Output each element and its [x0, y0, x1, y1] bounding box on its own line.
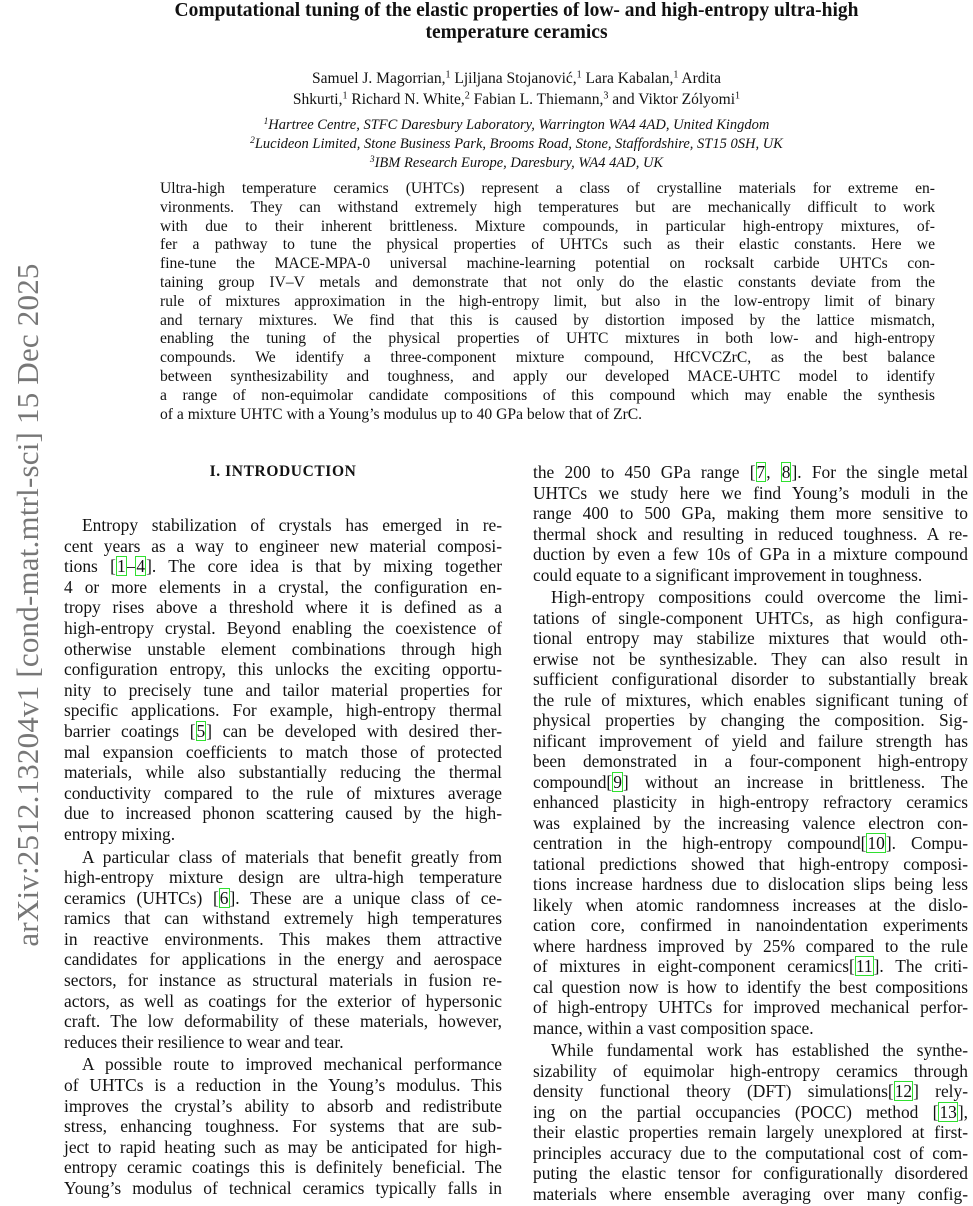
text-line: ject to rapid heating such as may be anticipated for high-: [64, 1136, 502, 1157]
text-line: their elastic properties remain largely unexplored at first-: [533, 1122, 968, 1142]
text-line: stress, enhancing toughness. For systems that are sub-: [64, 1116, 502, 1137]
text-line: fine-tune the MACE-MPA-0 universal machine-learning potential on rocksalt carbide UHTCs con-: [160, 255, 935, 273]
affiliation-marker: 1: [576, 69, 582, 81]
affiliation-marker: 1: [673, 69, 679, 81]
text-line: range 400 to 500 GPa, making them more sensitive to: [533, 503, 968, 523]
text-line: Young’s modulus of technical ceramics typically falls in: [64, 1178, 502, 1198]
paragraph: [64, 515, 502, 845]
author-text: Ardita: [678, 70, 721, 87]
affiliation-text: Hartree Centre, STFC Daresbury Laboratory, Warrington WA4 4AD, United Kingdom: [268, 117, 770, 133]
title-line: temperature ceramics: [425, 22, 608, 43]
text-line: in reactive environments. This makes them attractive: [64, 928, 502, 949]
text-line: materials where ensemble averaging over many config-: [533, 1183, 968, 1204]
citation-link[interactable]: 8: [781, 462, 791, 482]
text-line: tations of single-component UHTCs, as high configura-: [533, 607, 968, 628]
text-line: likely when atomic randomness increases at the dislo-: [533, 894, 968, 915]
text-line: configuration entropy, this unlocks the exciting opportu-: [64, 659, 502, 680]
text-line: enhanced plasticity in high-entropy refractory ceramics: [533, 792, 968, 812]
text-line: principles accuracy due to the computational cost of com-: [533, 1142, 968, 1163]
text-line: compound[9] without an increase in brittleness. The: [533, 771, 968, 792]
author-text: Fabian L. Thiemann,: [469, 91, 604, 108]
text-line: due to increased phonon scattering caused by the high-: [64, 803, 502, 824]
citation-link[interactable]: 9: [613, 771, 622, 792]
text-line: vironments. They can withstand extremely high temperatures but are mechanically difficult to work: [160, 198, 935, 216]
text-line: tational predictions showed that high-entropy composi-: [533, 853, 968, 874]
left-column-body: [64, 515, 502, 1199]
text-line: high-entropy crystal. Beyond enabling the coexistence of: [64, 617, 502, 638]
affiliation-number: 3: [369, 154, 375, 165]
author-list: [60, 68, 973, 110]
text-line: cent years as a way to engineer new material composi-: [64, 535, 502, 556]
text-line: of UHTCs is a reduction in the Young’s modulus. This: [64, 1075, 502, 1096]
text-line: and ternary mixtures. We find that this is caused by distortion imposed by the lattice mismatch,: [160, 311, 935, 329]
abstract: [160, 180, 935, 426]
author-text: Samuel J. Magorrian,: [312, 70, 446, 87]
text-line: actors, as well as coatings for the exterior of hypersonic: [64, 990, 502, 1011]
text-line: conductivity compared to the rule of mixtures average: [64, 782, 502, 803]
affiliation-marker: 1: [445, 69, 451, 81]
text-line: high-entropy mixture design are ultra-high temperature: [64, 867, 502, 888]
section-heading-introduction: I. INTRODUCTION: [209, 463, 357, 480]
citation-link[interactable]: 12: [894, 1081, 913, 1101]
text-line: 4 or more elements in a crystal, the configuration en-: [64, 576, 502, 597]
text-line: could equate to a significant improvement in toughness.: [533, 564, 923, 585]
text-line: tional entropy may stabilize mixtures that would oth-: [533, 628, 968, 648]
text-line: nity to precisely tune and tailor material properties for: [64, 679, 502, 700]
text-line: taining group IV–V metals and demonstrate that not only do the elastic constants deviate from the: [160, 273, 935, 291]
affiliation-number: 1: [263, 116, 269, 127]
affiliation-list: [60, 116, 973, 173]
text-line: tropy rises above a threshold where it is defined as a: [64, 597, 502, 618]
text-line: ramics that can withstand extremely high temperatures: [64, 908, 502, 929]
title-line: Computational tuning of the elastic properties of low- and high-entropy ultra-high: [174, 0, 859, 21]
citation-link[interactable]: 1: [116, 556, 126, 577]
text-line: been demonstrated in a four-component high-entropy: [533, 751, 968, 771]
text-line: thermal shock and resulting in reduced toughness. A re-: [533, 523, 968, 544]
text-line: Ultra-high temperature ceramics (UHTCs) represent a class of crystalline materials for extreme en-: [160, 180, 935, 197]
affiliation-marker: 2: [464, 90, 470, 102]
citation-link[interactable]: 5: [196, 720, 206, 741]
author-text: Lara Kabalan,: [581, 70, 674, 87]
citation-link[interactable]: 6: [219, 887, 229, 908]
text-line: A possible route to improved mechanical performance: [82, 1054, 502, 1075]
text-line: between synthesizability and toughness, and apply our developed MACE-UHTC model to identify: [160, 367, 935, 385]
right-column: [533, 462, 968, 1206]
affiliation-text: Lucideon Limited, Stone Business Park, Brooms Road, Stone, Staffordshire, ST15 0SH, UK: [254, 136, 783, 152]
text-line: rule of mixtures approximation in the high-entropy limit, but also in the low-entropy limit of binary: [160, 292, 935, 310]
text-line: ceramics (UHTCs) [6]. These are a unique class of ce-: [64, 887, 502, 908]
text-line: barrier coatings [5] can be developed with desired ther-: [64, 720, 502, 741]
text-line: mance, within a vast composition space.: [533, 1017, 814, 1038]
text-line: of a mixture UHTC with a Young’s modulus up to 40 GPa below that of ZrC.: [160, 405, 643, 423]
text-line: otherwise unstable element combinations through high: [64, 638, 502, 659]
text-line: where hardness improved by 25% compared to the rule: [533, 935, 968, 956]
text-line: of high-entropy UHTCs for improved mechanical perfor-: [533, 997, 968, 1017]
text-line: sufficient configurational disorder to substantially break: [533, 669, 968, 689]
text-line: reduces their resilience to wear and tear.: [64, 1031, 344, 1052]
affiliation-marker: 1: [735, 90, 741, 102]
paragraph: [533, 1040, 968, 1204]
affiliation-text: IBM Research Europe, Daresbury, WA4 4AD, UK: [374, 155, 664, 171]
text-line: mal expansion coefficients to match those of protected: [64, 741, 502, 762]
paragraph: [64, 1054, 502, 1198]
author-text: Ljiljana Stojanović,: [450, 70, 577, 87]
text-line: Entropy stabilization of crystals has emerged in re-: [82, 515, 502, 535]
text-line: physical properties by changing the composition. Sig-: [533, 710, 968, 730]
author-text: Shkurti,: [292, 91, 343, 108]
text-line: nificant improvement of yield and failure strength has: [533, 730, 968, 751]
text-line: ing on the partial occupancies (POCC) method [13],: [533, 1101, 968, 1122]
text-line: cation core, confirmed in nanoindentation experiments: [533, 915, 968, 935]
author-line: [60, 89, 973, 110]
affiliation-number: 2: [250, 135, 255, 146]
text-line: compounds. We identify a three-component mixture compound, HfCVCZrC, as the best balance: [160, 349, 935, 367]
text-line: sectors, for instance as structural materials in fusion re-: [64, 970, 502, 991]
text-line: was explained by the increasing valence electron con-: [533, 812, 968, 833]
text-line: tions [1–4]. The core idea is that by mixing together: [64, 556, 502, 577]
text-line: tions increase hardness due to dislocation slips being less: [533, 874, 968, 894]
paragraph: [64, 847, 502, 1053]
paragraph: [533, 462, 968, 585]
text-line: specific applications. For example, high-entropy thermal: [64, 700, 502, 721]
author-text: Richard N. White,: [347, 91, 465, 108]
text-line: improves the crystal’s ability to absorb and redistribute: [64, 1095, 502, 1116]
affiliation-marker: 3: [603, 90, 609, 102]
text-line: cal question now is how to identify the best compositions: [533, 976, 968, 997]
citation-link[interactable]: 10: [867, 833, 885, 853]
citation-link[interactable]: 11: [855, 956, 873, 976]
citation-link[interactable]: 13: [939, 1101, 957, 1122]
paragraph: [160, 180, 935, 424]
text-line: entropy ceramic coatings this is definitely beneficial. The: [64, 1157, 502, 1178]
text-line: sizability of equimolar high-entropy ceramics through: [533, 1060, 968, 1081]
author-line: [60, 68, 973, 89]
citation-link[interactable]: 7: [756, 462, 766, 482]
affiliation-marker: 1: [342, 90, 348, 102]
text-line: a range of non-equimolar candidate compositions of this compound which may enable the synthesis: [160, 386, 935, 404]
text-line: High-entropy compositions could overcome the limi-: [551, 587, 968, 607]
text-line: erwise not be synthesizable. They can also result in: [533, 648, 968, 669]
text-line: duction by even a few 10s of GPa in a mixture compound: [533, 544, 968, 564]
text-line: fer a pathway to tune the physical properties of UHTCs such as their elastic constants. Here we: [160, 236, 935, 254]
text-line: While fundamental work has established the synthe-: [551, 1040, 968, 1060]
text-line: the rule of mixtures, which enables significant tuning of: [533, 689, 968, 710]
left-column: [64, 462, 502, 1201]
text-line: with due to their inherent brittleness. Mixture compounds, in particular high-entropy mixtures, of-: [160, 217, 935, 235]
text-line: of mixtures in eight-component ceramics[11]. The criti-: [533, 956, 969, 976]
text-line: puting the elastic tensor for configurationally disordered: [533, 1163, 968, 1183]
affiliation: [60, 135, 973, 154]
author-text: and Viktor Zólyomi: [608, 91, 736, 108]
text-line: craft. The low deformability of these materials, however,: [64, 1011, 502, 1032]
text-line: UHTCs we study here we find Young’s moduli in the: [533, 482, 968, 503]
arxiv-identifier-stamp: arXiv:2512.13204v1 [cond-mat.mtrl-sci] 15 Dec 2025: [10, 263, 45, 947]
text-line: entropy mixing.: [64, 823, 176, 844]
text-line: enabling the tuning of the physical properties of UHTC mixtures in both low- and high-entropy: [160, 330, 935, 348]
citation-link[interactable]: 4: [136, 556, 146, 577]
affiliation: [60, 116, 973, 135]
text-line: the 200 to 450 GPa range [7, 8]. For the single metal: [533, 462, 969, 482]
text-line: centration in the high-entropy compound[10]. Compu-: [533, 833, 968, 853]
text-line: materials, while also substantially reducing the thermal: [64, 762, 502, 783]
text-line: density functional theory (DFT) simulations[12] rely-: [533, 1081, 968, 1101]
paper-title: [60, 0, 973, 44]
affiliation: [60, 154, 973, 173]
text-line: candidates for applications in the energy and aerospace: [64, 949, 502, 970]
text-line: A particular class of materials that benefit greatly from: [82, 846, 502, 867]
paragraph: [533, 587, 968, 1038]
